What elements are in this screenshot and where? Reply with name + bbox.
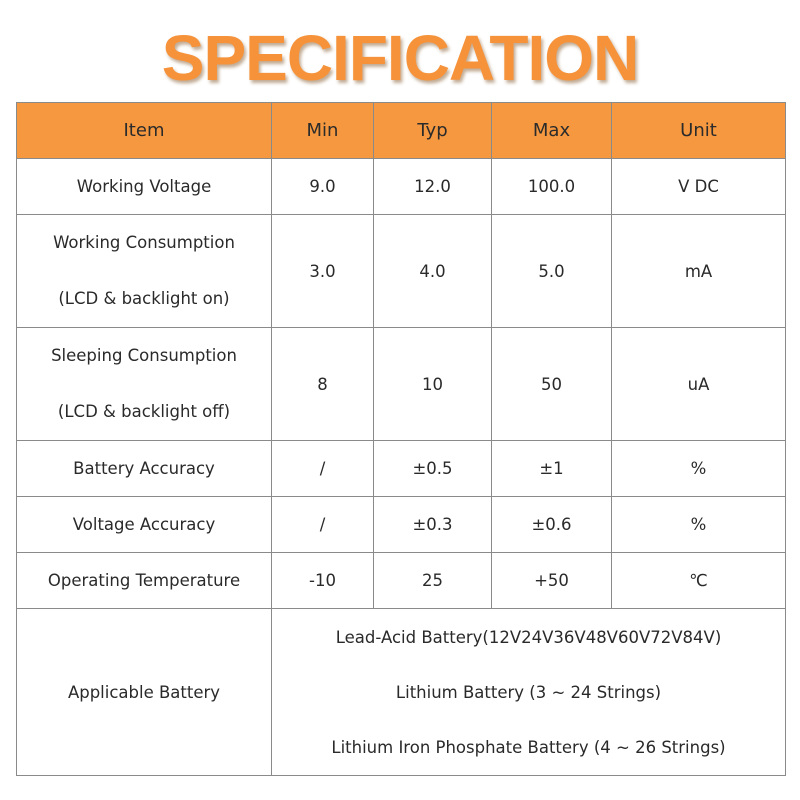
header-max: Max [492,103,612,159]
cell-min: 3.0 [272,215,374,328]
table-row-operating-temperature [17,553,786,609]
cell-battery-types [272,609,786,776]
cell-min: 9.0 [272,159,374,215]
cell-typ: 12.0 [374,159,492,215]
cell-typ: 4.0 [374,215,492,328]
cell-item [17,215,272,328]
cell-max: +50 [492,553,612,609]
cell-max: ±1 [492,441,612,497]
battery-type-lead-acid: Lead-Acid Battery(12V24V36V48V60V72V84V) [335,627,722,647]
cell-typ: 25 [374,553,492,609]
cell-unit: % [612,441,786,497]
cell-item-line: (LCD & backlight on) [58,289,230,308]
table-row-battery-accuracy [17,441,786,497]
table-row-working-voltage [17,159,786,215]
table-header-row [17,103,786,159]
cell-typ: ±0.5 [374,441,492,497]
cell-max: 100.0 [492,159,612,215]
cell-item-line: Sleeping Consumption [51,346,237,365]
cell-max: ±0.6 [492,497,612,553]
cell-item: Operating Temperature [17,553,272,609]
table-row-sleeping-consumption [17,328,786,441]
cell-item: Battery Accuracy [17,441,272,497]
cell-unit: uA [612,328,786,441]
cell-unit: V DC [612,159,786,215]
cell-typ: ±0.3 [374,497,492,553]
cell-min: -10 [272,553,374,609]
header-min: Min [272,103,374,159]
battery-type-lifepo4: Lithium Iron Phosphate Battery (4 ~ 26 Strings) [331,737,726,757]
page-title: SPECIFICATION [161,22,639,94]
cell-min: / [272,441,374,497]
header-unit: Unit [612,103,786,159]
cell-max: 50 [492,328,612,441]
cell-item: Working Voltage [17,159,272,215]
cell-min: 8 [272,328,374,441]
cell-item-line: Working Consumption [53,233,235,252]
header-item: Item [17,103,272,159]
cell-unit: ℃ [612,553,786,609]
cell-item: Voltage Accuracy [17,497,272,553]
table-row-applicable-battery [17,609,786,776]
cell-item [17,328,272,441]
header-typ: Typ [374,103,492,159]
cell-max: 5.0 [492,215,612,328]
table-row-voltage-accuracy [17,497,786,553]
cell-unit: % [612,497,786,553]
cell-item-line: (LCD & backlight off) [57,402,231,421]
cell-item: Applicable Battery [17,609,272,776]
cell-typ: 10 [374,328,492,441]
cell-unit: mA [612,215,786,328]
table-row-working-consumption [17,215,786,328]
cell-min: / [272,497,374,553]
battery-type-lithium: Lithium Battery (3 ~ 24 Strings) [395,682,662,702]
specification-table [16,102,786,776]
